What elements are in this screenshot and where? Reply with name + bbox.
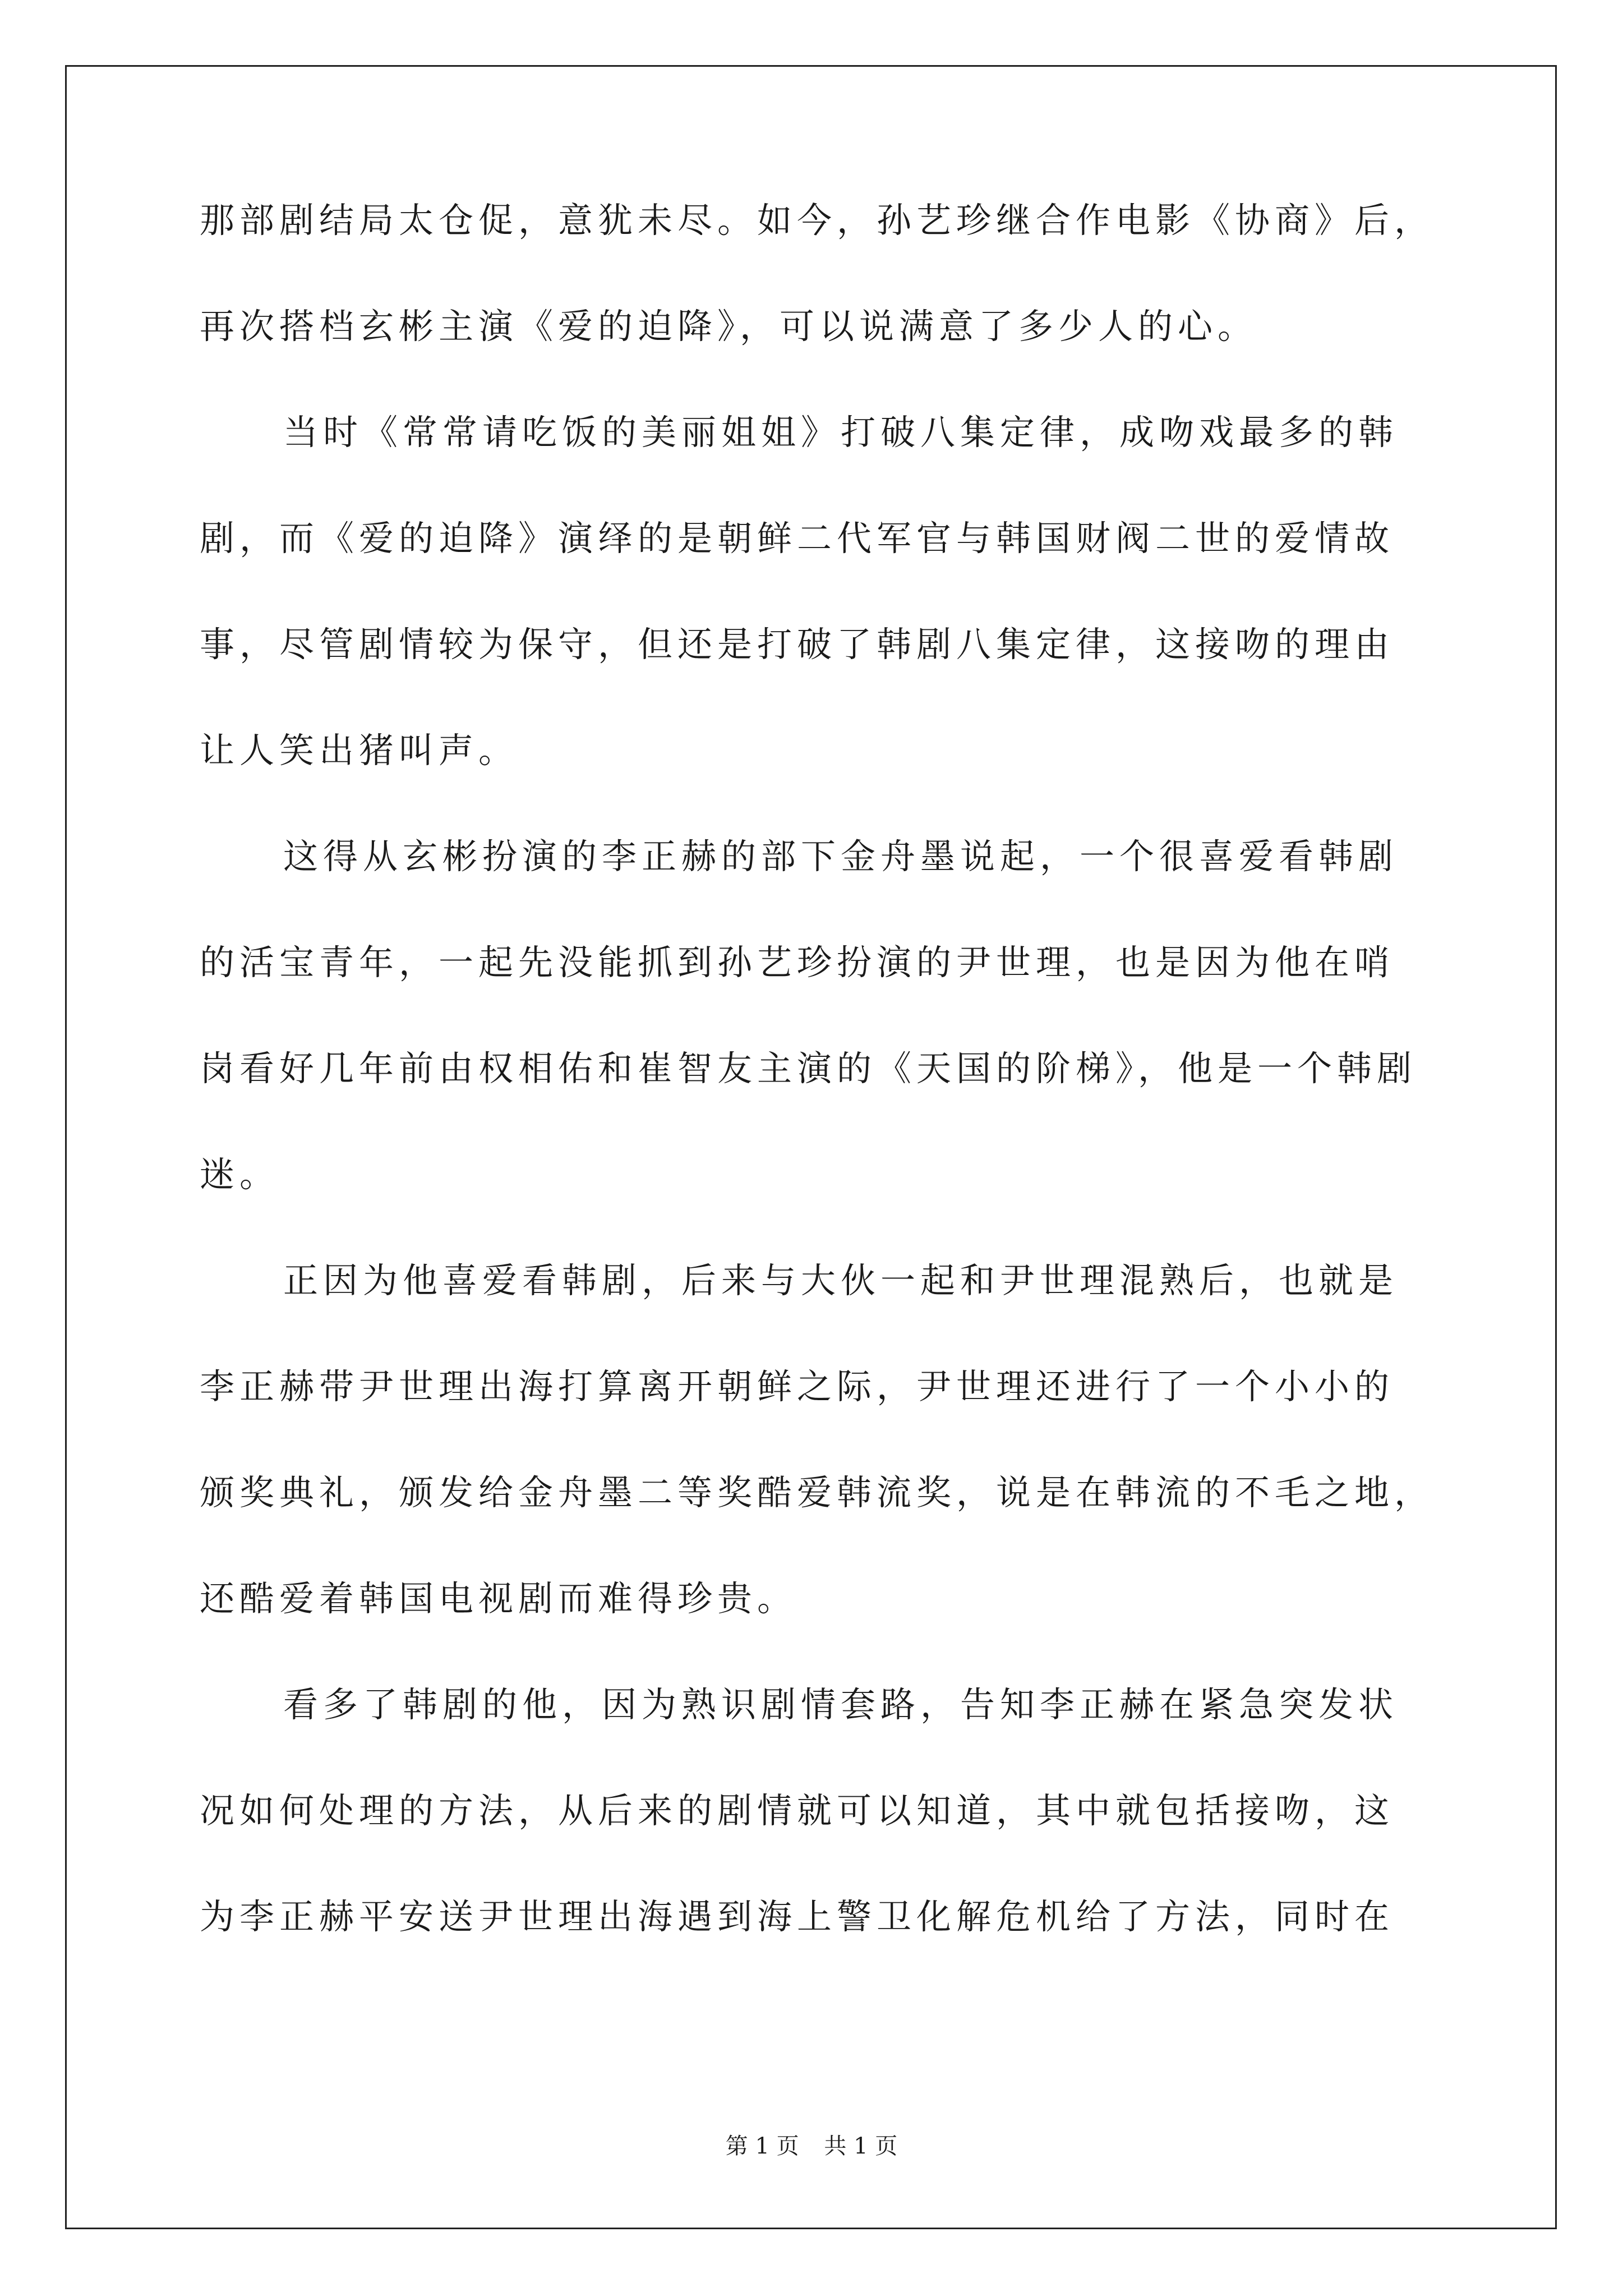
text-line: 当时《常常请吃饭的美丽姐姐》打破八集定律，成吻戏最多的韩 [283, 412, 1399, 453]
text-line: 还酷爱着韩国电视剧而难得珍贵。 [200, 1578, 797, 1619]
text-line: 事，尽管剧情较为保守，但还是打破了韩剧八集定律，这接吻的理由 [200, 624, 1395, 665]
text-line: 让人笑出猪叫声。 [200, 730, 519, 771]
text-line: 看多了韩剧的他，因为熟识剧情套路，告知李正赫在紧急突发状 [283, 1684, 1399, 1725]
text-line: 颁奖典礼，颁发给金舟墨二等奖酷爱韩流奖，说是在韩流的不毛之地， [200, 1472, 1435, 1513]
text-line: 的活宝青年，一起先没能抓到孙艺珍扮演的尹世理，也是因为他在哨 [200, 942, 1395, 983]
page-footer [0, 2135, 1623, 2157]
page-number: 第 1 页 [725, 2133, 799, 2159]
text-line: 这得从玄彬扮演的李正赫的部下金舟墨说起，一个很喜爱看韩剧 [283, 836, 1399, 877]
paragraph [200, 412, 1433, 839]
paragraph [200, 836, 1433, 1263]
text-line: 迷。 [200, 1154, 280, 1195]
paragraph [200, 200, 1435, 415]
text-line: 再次搭档玄彬主演《爱的迫降》，可以说满意了多少人的心。 [200, 306, 1258, 347]
text-line: 李正赫带尹世理出海打算离开朝鲜之际，尹世理还进行了一个小小的 [200, 1366, 1395, 1407]
text-line: 那部剧结局太仓促，意犹未尽。如今，孙艺珍继合作电影《协商》后， [200, 200, 1435, 241]
text-line: 岗看好几年前由权相佑和崔智友主演的《天国的阶梯》，他是一个韩剧 [200, 1048, 1417, 1089]
paragraph [200, 1260, 1435, 1687]
paragraph [200, 1684, 1433, 2005]
document-body [200, 200, 1435, 2005]
page-total: 共 1 页 [824, 2133, 898, 2159]
text-line: 剧，而《爱的迫降》演绎的是朝鲜二代军官与韩国财阀二世的爱情故 [200, 518, 1395, 559]
text-line: 为李正赫平安送尹世理出海遇到海上警卫化解危机给了方法，同时在 [200, 1896, 1395, 1937]
text-line: 正因为他喜爱看韩剧，后来与大伙一起和尹世理混熟后，也就是 [283, 1260, 1399, 1301]
text-line: 况如何处理的方法，从后来的剧情就可以知道，其中就包括接吻，这 [200, 1790, 1395, 1831]
